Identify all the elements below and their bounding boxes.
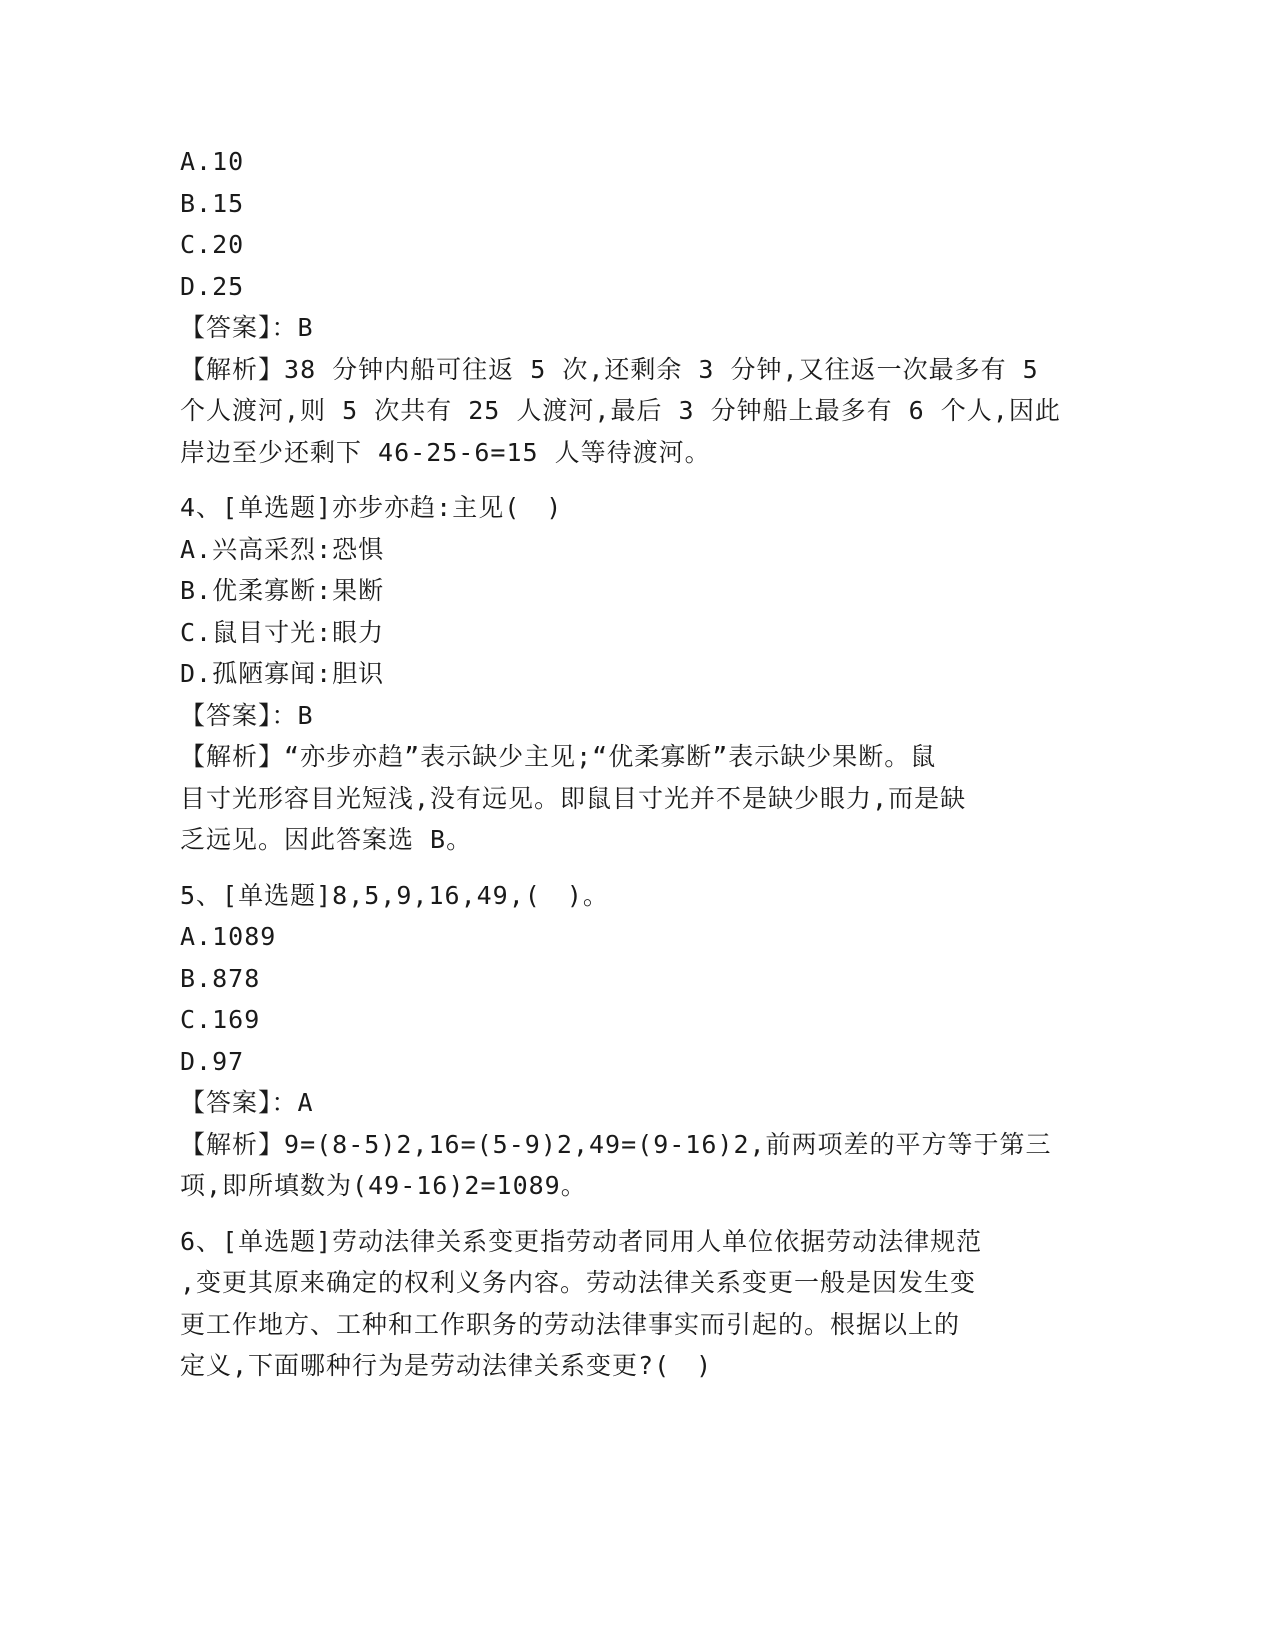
answer-value: A [297, 1088, 314, 1117]
analysis-line-3: 乏远见。因此答案选 B。 [180, 825, 473, 854]
option-d: D.97 [180, 1046, 245, 1076]
option-a: A.10 [180, 147, 245, 176]
answer-separator: ： [271, 1088, 298, 1117]
question-5-block [180, 875, 1060, 1207]
option-c: C.169 [180, 1005, 261, 1034]
answer-value: B [297, 700, 314, 730]
option-b: B.878 [180, 963, 261, 993]
exam-page [180, 141, 1060, 1387]
analysis-line-2: 项,即所填数为(49-16)2=1089。 [180, 1171, 587, 1200]
analysis-line-1 [180, 1124, 1060, 1166]
analysis-text: 38 分钟内船可往返 5 次,还剩余 3 分钟,又往返一次最多有 5 [284, 354, 1039, 384]
analysis-text: 9=(8-5)2,16=(5-9)2,49=(9-16)2,前两项差的平方等于第三 [284, 1129, 1052, 1159]
analysis-text: “亦步亦趋”表示缺少主见;“优柔寡断”表示缺少果断。鼠 [284, 742, 937, 771]
question-4-block [180, 487, 1060, 861]
answer-line [180, 307, 1060, 349]
option-c: C.鼠目寸光:眼力 [180, 617, 385, 647]
analysis-line-2: 个人渡河,则 5 次共有 25 人渡河,最后 3 分钟船上最多有 6 个人,因此 [180, 396, 1061, 425]
answer-separator: ： [271, 313, 298, 342]
question-stem-line-1: 6、[单选题]劳动法律关系变更指劳动者同用人单位依据劳动法律规范 [180, 1226, 983, 1256]
analysis-label: 【解析】 [180, 742, 285, 771]
answer-label: 【答案】 [180, 313, 272, 342]
option-a: A.兴高采烈:恐惧 [180, 534, 385, 564]
question-3-block [180, 141, 1060, 473]
analysis-line-2: 目寸光形容目光短浅,没有远见。即鼠目寸光并不是缺少眼力,而是缺 [180, 783, 967, 813]
option-b: B.15 [180, 188, 245, 218]
question-6-block [180, 1221, 1060, 1387]
analysis-line-3: 岸边至少还剩下 46-25-6=15 人等待渡河。 [180, 437, 711, 467]
answer-separator: ： [271, 700, 298, 730]
option-a: A.1089 [180, 922, 277, 951]
answer-line [180, 1082, 1060, 1124]
analysis-line-1 [180, 736, 1060, 778]
answer-label: 【答案】 [180, 700, 272, 730]
answer-value: B [297, 313, 314, 342]
option-b: B.优柔寡断:果断 [180, 576, 385, 605]
analysis-label: 【解析】 [180, 354, 285, 384]
question-stem-line-2: ,变更其原来确定的权利义务内容。劳动法律关系变更一般是因发生变 [180, 1268, 977, 1297]
question-stem-line-3: 更工作地方、工种和工作职务的劳动法律事实而引起的。根据以上的 [180, 1309, 961, 1339]
question-stem: 4、[单选题]亦步亦趋:主见( ) [180, 493, 563, 522]
option-d: D.25 [180, 271, 245, 301]
question-stem: 5、[单选题]8,5,9,16,49,( )。 [180, 880, 609, 910]
answer-line [180, 695, 1060, 737]
answer-label: 【答案】 [180, 1088, 272, 1117]
question-stem-line-4: 定义,下面哪种行为是劳动法律关系变更?( ) [180, 1351, 713, 1380]
analysis-line-1 [180, 349, 1060, 391]
option-c: C.20 [180, 230, 245, 259]
analysis-label: 【解析】 [180, 1129, 285, 1159]
option-d: D.孤陋寡闻:胆识 [180, 659, 385, 688]
